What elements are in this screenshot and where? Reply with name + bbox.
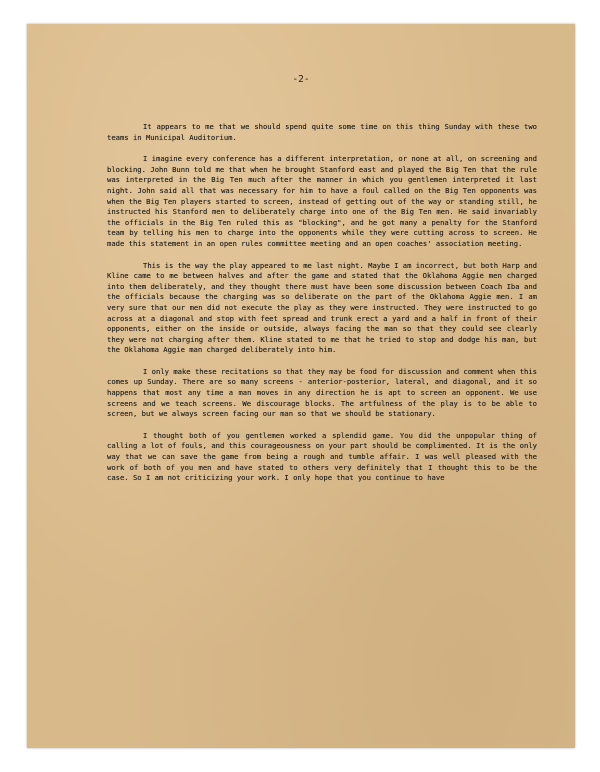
paragraph-3: This is the way the play appeared to me last night. Maybe I am incorrect, but both Harp and Kline came to me between halves and after the game and stated that the Oklahoma Aggie men charged into them deliberately, and they thought there must have been some discussion between Coach Iba and the officials because the charging was so deliberate on the part of the Oklahoma Aggie men. I am very sure that our men did not execute the play as they were instructed. They were instructed to go across at a diagonal and stop with feet spread and trunk erect a yard and a half in front of their opponents, either on the inside or outside, always facing the man so that they could see clearly they were not charging after them. Kline stated to me that he tried to stop and dodge his man, but the Oklahoma Aggie man charged deliberately into him.: [107, 260, 537, 355]
paragraph-4: I only make these recitations so that they may be food for discussion and comment when this comes up Sunday. There are so many screens - anterior-posterior, lateral, and diagonal, and it so happens that most any time a man moves in any direction he is apt to screen an opponent. We use screens and we teach screens. We discourage blocks. The artfulness of the play is to be able to screen, but we always screen facing our man so that we should be stationary.: [107, 366, 537, 419]
document-page: [27, 24, 575, 748]
paragraph-2: I imagine every conference has a different interpretation, or none at all, on screening and blocking. John Bunn told me that when he brought Stanford east and played the Big Ten that the rule was interpreted in the Big Ten much after the manner in which you gentlemen interpreted it last night. John said all that was necessary for him to have a foul called on the Big Ten opponents was when the Big Ten players started to screen, instead of getting out of the way or standing still, he instructed his Stanford men to deliberately charge into one of the Big Ten men. He said invariably the officials in the Big Ten ruled this as "blocking", and he got many a penalty for the Stanford team by telling his men to charge into the opponents while they were cutting across to screen. He made this statement in an open rules committee meeting and an open coaches' association meeting.: [107, 154, 537, 248]
page-number: -2-: [292, 74, 310, 85]
paragraph-1: It appears to me that we should spend quite some time on this thing Sunday with these two teams in Municipal Auditorium.: [107, 122, 537, 142]
paragraph-5: I thought both of you gentlemen worked a splendid game. You did the unpopular thing of calling a lot of fouls, and this courageousness on your part should be complimented. It is the only way that we can save the game from being a rough and tumble affair. I was well pleased with the work of both of you men and have stated to others very definitely that I thought this to be the case. So I am not criticizing your work. I only hope that you continue to have: [107, 430, 537, 483]
letter-body: [107, 122, 537, 495]
